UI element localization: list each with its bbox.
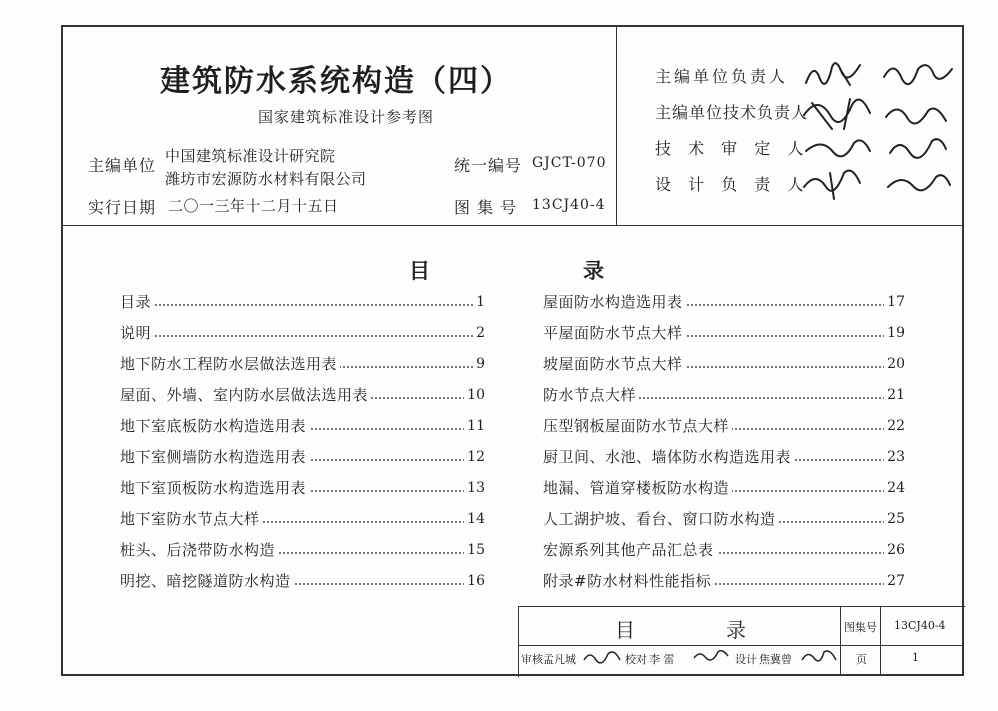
toc-leader-dots (120, 304, 485, 306)
toc-entry-page: 10 (464, 387, 485, 403)
toc-entry[interactable] (543, 379, 905, 410)
code-label: 统一编号 (454, 156, 523, 175)
toc-heading-left: 目 (409, 259, 430, 283)
toc-entry-page: 23 (884, 449, 905, 465)
editor-org-1: 中国建筑标准设计研究院 (165, 147, 336, 165)
design-label: 设计 (735, 653, 757, 666)
toc-entry-title: 人工湖护坡、看台、窗口防水构造 (543, 508, 779, 529)
atlas-value: 13CJ40-4 (532, 197, 606, 213)
document-title: 建筑防水系统构造（四） (160, 64, 512, 99)
check-label: 校对 (625, 653, 647, 666)
toc-right-column (543, 286, 905, 596)
toc-entry[interactable] (120, 317, 485, 348)
toc-entry-page: 11 (464, 418, 485, 434)
toc-entry-title: 厨卫间、水池、墙体防水构造选用表 (543, 446, 794, 467)
toc-entry-title: 屋面防水构造选用表 (543, 291, 686, 312)
toc-entry[interactable] (120, 410, 485, 441)
toc-entry-title: 地下室防水节点大样 (120, 508, 263, 529)
toc-entry-page: 2 (473, 325, 485, 341)
toc-left-column (120, 286, 485, 596)
toc-entry-page: 13 (464, 480, 485, 496)
toc-entry[interactable] (543, 441, 905, 472)
toc-entry[interactable] (120, 441, 485, 472)
date-value: 二〇一三年十二月十五日 (168, 197, 339, 215)
toc-entry-page: 21 (884, 387, 905, 403)
toc-entry-page: 26 (884, 542, 905, 558)
toc-entry[interactable] (120, 565, 485, 596)
toc-entry-page: 16 (464, 573, 485, 589)
toc-entry-page: 14 (464, 511, 485, 527)
toc-entry[interactable] (543, 565, 905, 596)
toc-entry-title: 桩头、后浇带防水构造 (120, 539, 278, 560)
toc-entry[interactable] (543, 317, 905, 348)
toc-heading-right: 录 (583, 259, 604, 283)
review-label: 审核 (521, 653, 543, 666)
editor-org-2: 潍坊市宏源防水材料有限公司 (165, 170, 367, 188)
title-block-atlas-label: 图集号 (844, 621, 877, 634)
toc-entry[interactable] (120, 286, 485, 317)
toc-entry[interactable] (543, 503, 905, 534)
toc-entry[interactable] (120, 472, 485, 503)
design-signature (800, 646, 838, 666)
sig-label-chief-editor: 主编单位负责人 (655, 67, 789, 86)
toc-entry-title: 地下室侧墙防水构造选用表 (120, 446, 309, 467)
toc-entry[interactable] (543, 472, 905, 503)
toc-entry[interactable] (543, 410, 905, 441)
toc-entry-title: 地漏、管道穿楼板防水构造 (543, 477, 732, 498)
toc-entry-title: 明挖、暗挖隧道防水构造 (120, 570, 294, 591)
check-name: 李 雷 (649, 653, 675, 666)
toc-entry-title: 地下室底板防水构造选用表 (120, 415, 309, 436)
review-signature (582, 646, 622, 666)
page-value: 1 (912, 651, 919, 664)
toc-entry-title: 平屋面防水节点大样 (543, 322, 686, 343)
header-bottom-rule (61, 225, 964, 226)
toc-entry-page: 24 (884, 480, 905, 496)
review-name: 孟凡城 (543, 653, 576, 666)
toc-entry-title: 屋面、外墙、室内防水层做法选用表 (120, 384, 371, 405)
toc-entry[interactable] (120, 379, 485, 410)
toc-entry-page: 12 (464, 449, 485, 465)
toc-entry-title: 附录#防水材料性能指标 (543, 570, 714, 591)
sig-label-tech-lead: 主编单位技术负责人 (655, 103, 809, 122)
toc-entry[interactable] (543, 348, 905, 379)
toc-leader-dots (120, 335, 485, 337)
title-block-atlas-value: 13CJ40-4 (894, 619, 946, 632)
toc-entry[interactable] (120, 534, 485, 565)
page-label: 页 (856, 653, 867, 666)
title-block-name-left: 目 (615, 618, 635, 642)
document-subtitle: 国家建筑标准设计参考图 (258, 108, 435, 126)
header-divider (616, 25, 617, 225)
editor-label: 主编单位 (88, 156, 157, 175)
toc-entry-page: 17 (884, 294, 905, 310)
toc-entry-page: 15 (464, 542, 485, 558)
toc-entry-title: 防水节点大样 (543, 384, 639, 405)
toc-entry-page: 9 (473, 356, 485, 372)
toc-entry-title: 坡屋面防水节点大样 (543, 353, 686, 374)
check-signature (692, 646, 730, 666)
toc-entry-title: 说明 (120, 322, 154, 343)
toc-entry-title: 地下防水工程防水层做法选用表 (120, 353, 340, 374)
toc-entry-page: 19 (884, 325, 905, 341)
title-block-col-rule (880, 606, 881, 676)
handwritten-signatures (800, 55, 960, 205)
toc-entry[interactable] (543, 534, 905, 565)
title-block-name-right: 录 (726, 618, 746, 642)
code-value: GJCT-070 (532, 155, 607, 171)
sig-label-technical-approver: 技 术 审 定 人 (655, 139, 810, 158)
title-block-col-rule (840, 606, 841, 676)
toc-entry[interactable] (120, 348, 485, 379)
atlas-label: 图 集 号 (454, 198, 518, 217)
sig-label-design-lead: 设 计 负 责 人 (655, 175, 810, 194)
toc-entry-page: 27 (884, 573, 905, 589)
toc-entry-title: 宏源系列其他产品汇总表 (543, 539, 717, 560)
toc-entry-page: 22 (884, 418, 905, 434)
toc-entry-page: 25 (884, 511, 905, 527)
date-label: 实行日期 (88, 198, 157, 217)
toc-entry-page: 1 (473, 294, 485, 310)
toc-entry[interactable] (120, 503, 485, 534)
toc-entry-title: 目录 (120, 291, 154, 312)
design-name: 焦冀曾 (759, 653, 792, 666)
toc-entry-title: 地下室顶板防水构造选用表 (120, 477, 309, 498)
toc-entry[interactable] (543, 286, 905, 317)
toc-entry-page: 20 (884, 356, 905, 372)
toc-entry-title: 压型钢板屋面防水节点大样 (543, 415, 732, 436)
